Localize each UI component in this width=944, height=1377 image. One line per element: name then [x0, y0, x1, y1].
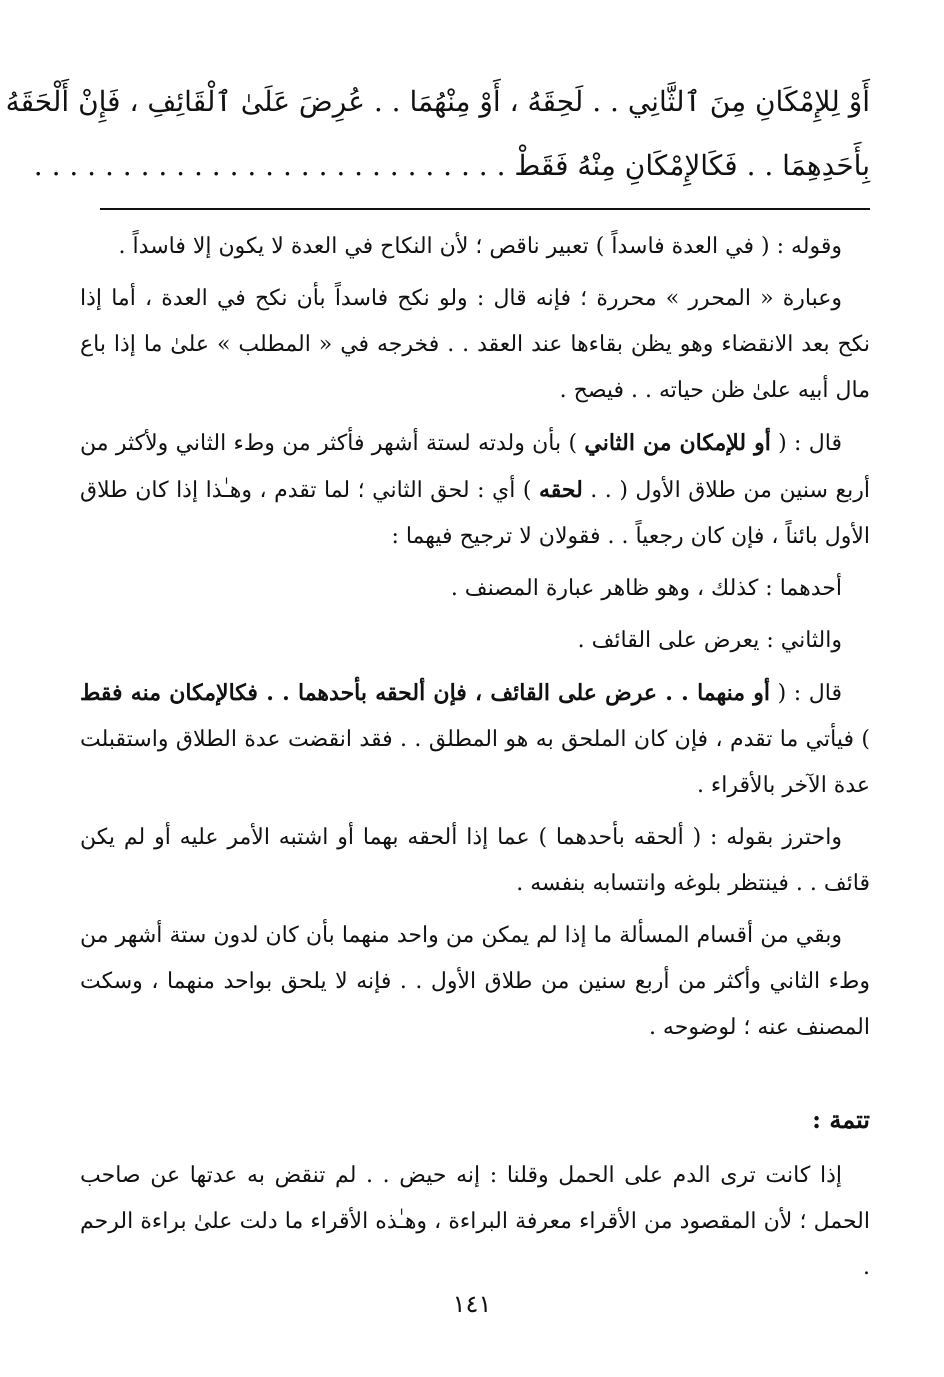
commentary-paragraph-6	[80, 670, 870, 809]
commentary-paragraph-3	[80, 420, 870, 560]
book-page	[5, 70, 871, 1291]
section-spacer	[80, 1057, 870, 1097]
tatimma-paragraph: إذا كانت ترى الدم على الحمل وقلنا : إنه حيض . . لم تنقض به عدتها عن صاحب الحمل ؛ لأن المقصود من الأقراء معرفة البراءة ، وهـٰذه الأقراء ما دلت علىٰ براءة الرحم .	[80, 1163, 870, 1280]
tatimma-heading: تتمة :	[812, 1105, 870, 1134]
page-number: ١٤١	[452, 1290, 492, 1318]
paragraph-3-part-c: ) بأن ولدته لستة أشهر فأكثر من وطء الثاني ولأكثر من أربع سنين من طلاق الأول ( . .	[80, 431, 871, 503]
paragraph-6-part-c: ) فيأتي ما تقدم ، فإن كان الملحق به هو المطلق . . فقد انقضت عدة الطلاق واستقبلت عدة الآخر بالأقراء .	[80, 727, 870, 798]
matn-line-1: أَوْ لِلإِمْكَانِ مِنَ ٱلثَّانِي . . لَحِقَهُ ، أَوْ مِنْهُمَا . . عُرِضَ عَلَىٰ ٱلْقَائِفِ ، فَإِنْ أَلْحَقَهُ	[5, 85, 870, 118]
commentary-section	[80, 224, 870, 1051]
commentary-paragraph-4: أحدهما : كذلك ، وهو ظاهر عبارة المصنف .	[450, 576, 842, 601]
separator-rule	[100, 208, 870, 210]
matn-text	[5, 70, 870, 198]
commentary-paragraph-2: وعبارة « المحرر » محررة ؛ فإنه قال : ولو نكح فاسداً بأن نكح في العدة ، أما إذا نكح بعد الانقضاء وهو يظن بقاءها عند العقد . . فخرجه في « المطلب » علىٰ ما إذا باع مال أبيه علىٰ ظن حياته . . فيصح .	[80, 286, 870, 403]
commentary-paragraph-1: وقوله : ( في العدة فاسداً ) تعبير ناقص ؛ لأن النكاح في العدة لا يكون إلا فاسداً .	[118, 234, 842, 259]
quoted-matn-2: لحقه	[538, 477, 583, 503]
quoted-matn-1: أو للإمكان من الثاني	[584, 430, 771, 456]
commentary-paragraph-5: والثاني : يعرض على القائف .	[577, 628, 842, 653]
quoted-matn-3: أو منهما . . عرض على القائف ، فإن ألحقه بأحدهما . . فكالإمكان منه فقط	[80, 680, 771, 706]
paragraph-3-part-a: قال : (	[770, 431, 842, 456]
tatimma-section	[80, 1097, 870, 1291]
commentary-paragraph-8: وبقي من أقسام المسألة ما إذا لم يمكن من واحد منهما بأن كان لدون ستة أشهر من وطء الثاني وأكثر من أربع سنين من طلاق الأول . . فإنه لا يلحق بواحد منهما ، وسكت المصنف عنه ؛ لوضوحه .	[80, 923, 870, 1040]
paragraph-6-part-a: قال : (	[770, 681, 842, 706]
paragraph-3-part-d: ) أي : لحق الثاني ؛ لما تقدم ، وهـٰذا إذا كان طلاق الأول بائناً ، فإن كان رجعياً . . فقولان لا ترجيح فيهما :	[80, 478, 870, 549]
matn-line-2: بِأَحَدِهِمَا . . فَكَالإِمْكَانِ مِنْهُ فَقَطْ . . . . . . . . . . . . . . . . . . . . . . . . . . .	[33, 149, 870, 182]
commentary-paragraph-7: واحترز بقوله : ( ألحقه بأحدهما ) عما إذا ألحقه بهما أو اشتبه الأمر عليه أو لم يكن قائف . . فينتظر بلوغه وانتسابه بنفسه .	[80, 825, 870, 896]
